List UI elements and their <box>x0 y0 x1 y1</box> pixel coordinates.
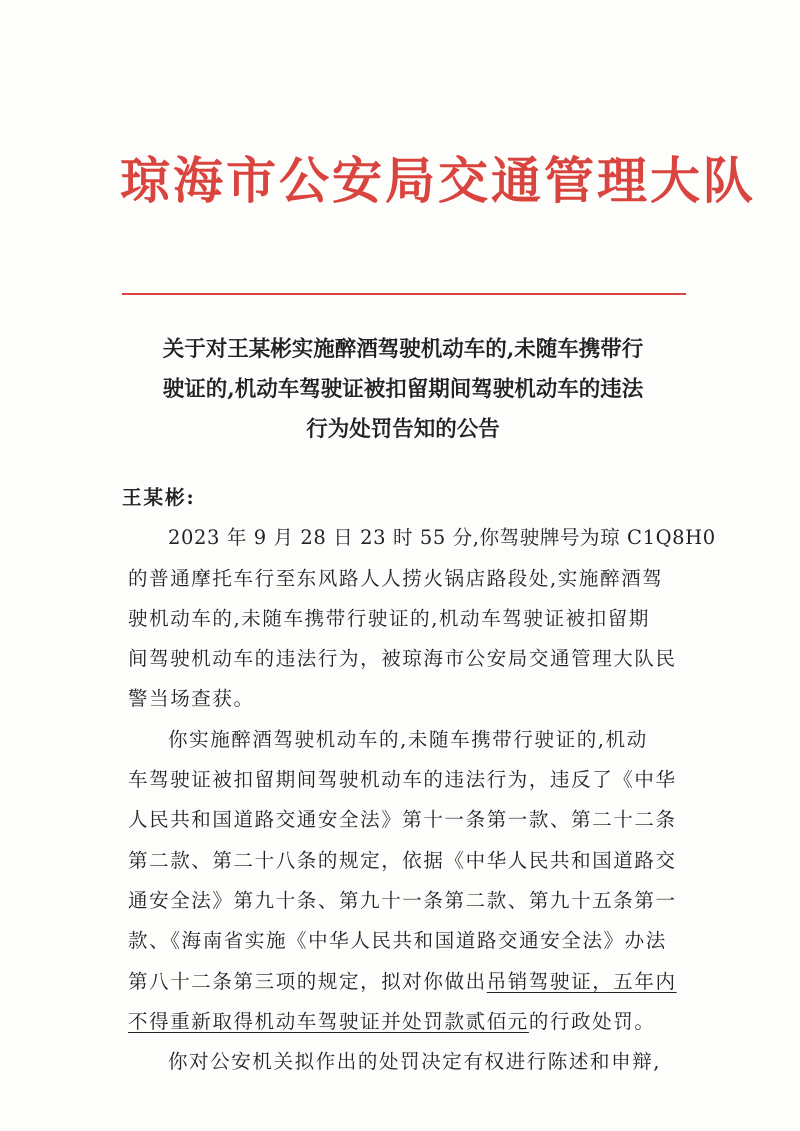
paragraph-line: 第二款、第二十八条的规定，依据《中华人民共和国道路交 <box>128 848 677 872</box>
penalty-underlined-text: 不得重新取得机动车驾驶证并处罚款贰佰元 <box>128 1009 529 1033</box>
paragraph-line: 车驾驶证被扣留期间驾驶机动车的违法行为，违反了《中华 <box>128 768 677 792</box>
paragraph-line <box>128 1002 694 1042</box>
paragraph-line: 2023 年 9 月 28 日 23 时 55 分,你驾驶牌号为琼 C1Q8H0 <box>168 526 716 550</box>
penalty-suffix-text: 的行政处罚。 <box>528 1009 656 1033</box>
paragraph-line: 驶机动车的,未随车携带行驶证的,机动车驾驶证被扣留期 <box>128 606 650 630</box>
notice-title <box>120 330 686 450</box>
paragraph-line: 通安全法》第九十条、第九十一条第二款、第九十五条第一 <box>128 888 677 912</box>
paragraph-line: 人民共和国道路交通安全法》第十一条第一款、第二十二条 <box>128 808 677 832</box>
title-line: 驶证的,机动车驾驶证被扣留期间驾驶机动车的违法 <box>162 377 644 402</box>
paragraph-line: 的普通摩托车行至东风路人人捞火锅店路段处,实施醉酒驾 <box>128 566 664 590</box>
notice-body <box>122 478 716 1082</box>
paragraph-line: 款、《海南省实施《中华人民共和国道路交通安全法》办法 <box>128 929 667 953</box>
legal-basis-text: 第八十二条第三项的规定，拟对你做出 <box>128 969 487 993</box>
title-line: 行为处罚告知的公告 <box>306 417 500 442</box>
red-divider-rule <box>122 293 686 295</box>
salutation: 王某彬: <box>122 486 196 509</box>
penalty-underlined-text: 吊销驾驶证，五年内 <box>486 969 677 993</box>
issuing-authority-header: 琼海市公安局交通管理大队 <box>120 151 756 210</box>
paragraph-line: 间驾驶机动车的违法行为，被琼海市公安局交通管理大队民 <box>128 647 677 671</box>
paragraph-line: 你对公安机关拟作出的处罚决定有权进行陈述和申辩, <box>168 1050 662 1074</box>
paragraph-line: 你实施醉酒驾驶机动车的,未随车携带行驶证的,机动 <box>168 727 648 751</box>
paragraph-line <box>128 962 694 1002</box>
paragraph-line: 警当场查获。 <box>128 687 255 711</box>
title-line: 关于对王某彬实施醉酒驾驶机动车的,未随车携带行 <box>162 337 644 362</box>
